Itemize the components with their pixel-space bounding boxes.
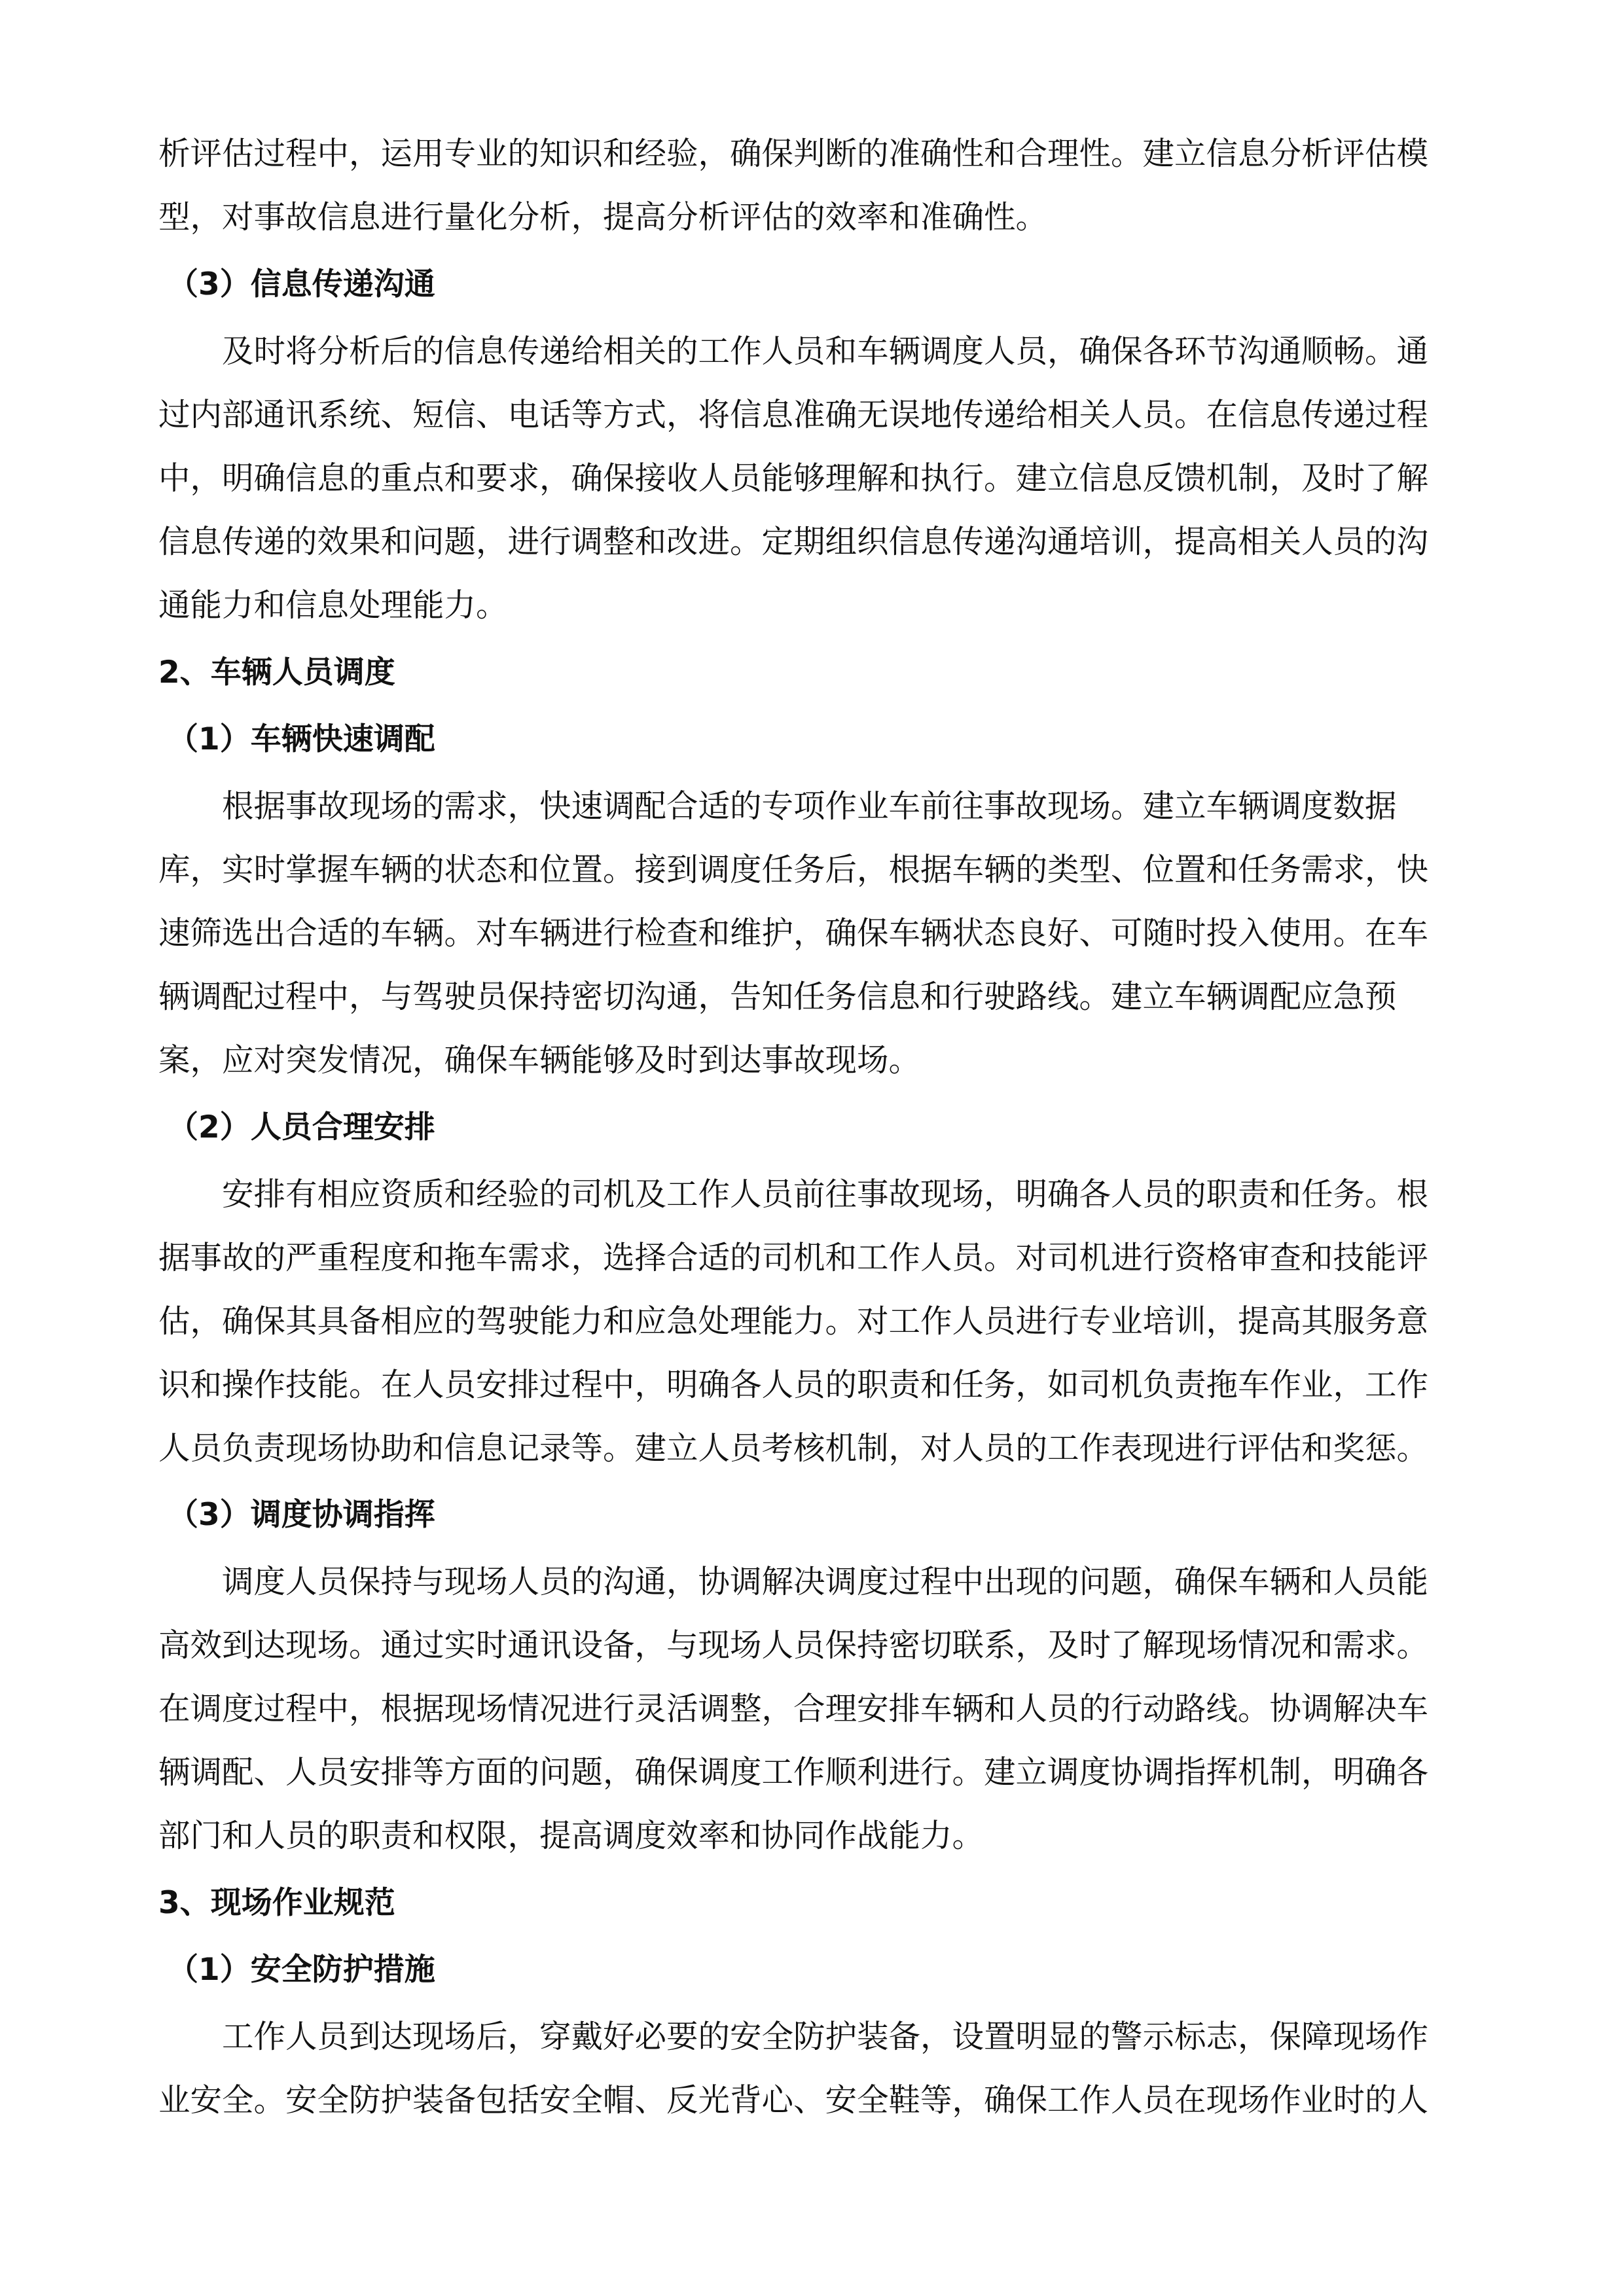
paragraph-line: 通能力和信息处理能力。	[158, 587, 508, 624]
paragraph-line: 辆调配过程中，与驾驶员保持密切沟通，告知任务信息和行驶路线。建立车辆调配应急预	[158, 978, 1397, 1015]
paragraph-line: 据事故的严重程度和拖车需求，选择合适的司机和工作人员。对司机进行资格审查和技能评	[158, 1240, 1429, 1276]
paragraph-line: 型，对事故信息进行量化分析，提高分析评估的效率和准确性。	[158, 199, 1048, 236]
paragraph-line: 估，确保其具备相应的驾驶能力和应急处理能力。对工作人员进行专业培训，提高其服务意	[158, 1303, 1429, 1340]
paragraph-line: 及时将分析后的信息传递给相关的工作人员和车辆调度人员，确保各环节沟通顺畅。通	[222, 333, 1429, 370]
paragraph-line: 根据事故现场的需求，快速调配合适的专项作业车前往事故现场。建立车辆调度数据	[222, 788, 1397, 825]
subheading-safety-protection: （1）安全防护措施	[168, 1952, 435, 1988]
section-heading-onsite-operation: 3、现场作业规范	[158, 1885, 395, 1921]
paragraph-line: 人员负责现场协助和信息记录等。建立人员考核机制，对人员的工作表现进行评估和奖惩。	[158, 1430, 1429, 1467]
paragraph-line: 辆调配、人员安排等方面的问题，确保调度工作顺利进行。建立调度协调指挥机制，明确各	[158, 1754, 1429, 1791]
paragraph-line: 速筛选出合适的车辆。对车辆进行检查和维护，确保车辆状态良好、可随时投入使用。在车	[158, 915, 1429, 952]
subheading-information-communication: （3）信息传递沟通	[168, 266, 435, 302]
paragraph-line: 部门和人员的职责和权限，提高调度效率和协同作战能力。	[158, 1818, 984, 1854]
paragraph-line: 析评估过程中，运用专业的知识和经验，确保判断的准确性和合理性。建立信息分析评估模	[158, 135, 1429, 172]
paragraph-line: 业安全。安全防护装备包括安全帽、反光背心、安全鞋等，确保工作人员在现场作业时的人	[158, 2082, 1429, 2119]
paragraph-line: 在调度过程中，根据现场情况进行灵活调整，合理安排车辆和人员的行动路线。协调解决车	[158, 1691, 1429, 1727]
paragraph-line: 调度人员保持与现场人员的沟通，协调解决调度过程中出现的问题，确保车辆和人员能	[222, 1564, 1429, 1600]
subheading-personnel-arrangement: （2）人员合理安排	[168, 1109, 435, 1145]
paragraph-line: 安排有相应资质和经验的司机及工作人员前往事故现场，明确各人员的职责和任务。根	[222, 1176, 1429, 1213]
paragraph-line: 工作人员到达现场后，穿戴好必要的安全防护装备，设置明显的警示标志，保障现场作	[222, 2018, 1429, 2055]
paragraph-line: 过内部通讯系统、短信、电话等方式，将信息准确无误地传递给相关人员。在信息传递过程	[158, 397, 1429, 433]
paragraph-line: 案，应对突发情况，确保车辆能够及时到达事故现场。	[158, 1042, 921, 1079]
paragraph-line: 中，明确信息的重点和要求，确保接收人员能够理解和执行。建立信息反馈机制，及时了解	[158, 460, 1429, 497]
paragraph-line: 识和操作技能。在人员安排过程中，明确各人员的职责和任务，如司机负责拖车作业，工作	[158, 1367, 1429, 1403]
section-heading-vehicle-dispatch: 2、车辆人员调度	[158, 655, 395, 691]
paragraph-line: 库，实时掌握车辆的状态和位置。接到调度任务后，根据车辆的类型、位置和任务需求，快	[158, 852, 1429, 888]
paragraph-line: 高效到达现场。通过实时通讯设备，与现场人员保持密切联系，及时了解现场情况和需求。	[158, 1627, 1429, 1664]
paragraph-line: 信息传递的效果和问题，进行调整和改进。定期组织信息传递沟通培训，提高相关人员的沟	[158, 524, 1429, 560]
subheading-dispatch-coordination: （3）调度协调指挥	[168, 1497, 435, 1533]
subheading-vehicle-allocation: （1）车辆快速调配	[168, 721, 435, 757]
